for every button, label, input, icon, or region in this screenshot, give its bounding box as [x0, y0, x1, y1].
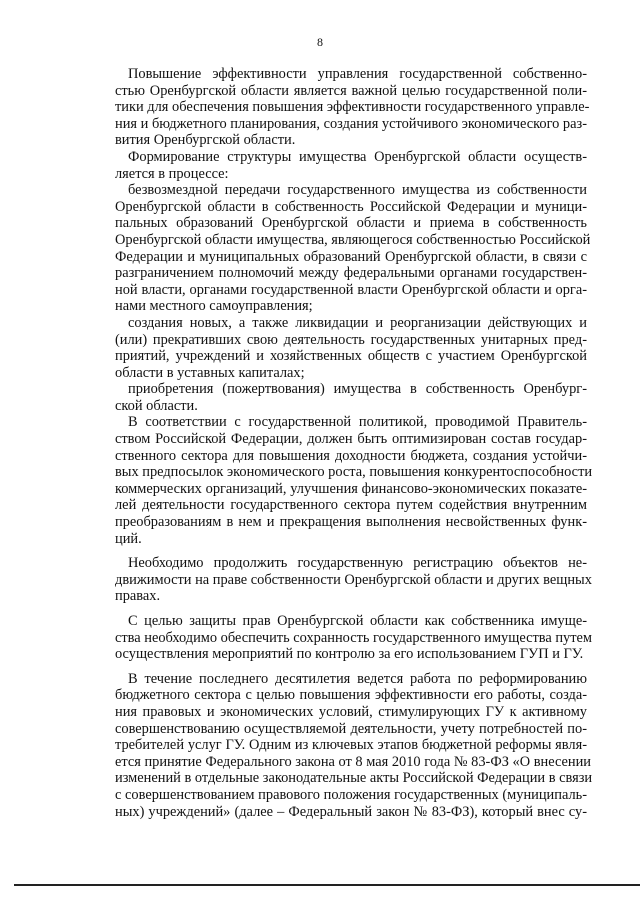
text-line: совершенствованию осуществляемой деятельности, учету потребностей по-	[115, 720, 587, 737]
text-line: Оренбургской области имущества, являющегося собственностью Российской	[115, 231, 591, 248]
text-line: стью Оренбургской области является важной целью государственной поли-	[115, 82, 587, 99]
text-line: бюджетного сектора с целью повышения эффективности его работы, созда-	[115, 687, 587, 704]
paragraph-8	[115, 613, 593, 663]
text-line: ния и бюджетного планирования, создания устойчивого экономического раз-	[115, 115, 587, 132]
text-line: вых предпосылок экономического роста, повышения конкурентоспособности	[115, 464, 593, 481]
paragraph-3	[115, 182, 591, 315]
page-number: 8	[317, 35, 323, 49]
text-line: тики для обеспечения повышения эффективности государственного управле-	[115, 99, 590, 116]
text-line: преобразованиям в нем и прекращения выполнения несвойственных функ-	[115, 514, 587, 531]
text-line: осуществления мероприятий по контролю за его использованием ГУП и ГУ.	[115, 646, 584, 663]
text-line: ния правовых и экономических условий, стимулирующих ГУ к активному	[115, 703, 587, 720]
paragraph-5	[115, 381, 587, 414]
text-line: области в уставных капиталах;	[115, 364, 305, 381]
paragraph-9	[115, 670, 593, 820]
paragraph-4	[115, 315, 587, 381]
text-line: безвозмездной передачи государственного имущества из собственности	[128, 182, 587, 199]
text-line: Федерации и муниципальных образований Оренбургской области, в связи с	[115, 248, 587, 265]
text-line: ляется в процессе:	[115, 165, 229, 182]
text-line: ства необходимо обеспечить сохранность государственного имущества путем	[115, 629, 593, 646]
text-line: пальных образований Оренбургской области и приема в собственность	[115, 215, 587, 232]
paragraph-7	[115, 555, 592, 605]
text-line: Необходимо продолжить государственную регистрацию объектов не-	[128, 555, 587, 572]
text-line: приятий, учреждений и хозяйственных обществ с участием Оренбургской	[115, 348, 587, 365]
text-line: создания новых, а также ликвидации и реорганизации действующих и	[128, 314, 587, 331]
text-line: правах.	[115, 588, 161, 605]
text-line: разграничением полномочий между федеральными органами государствен-	[115, 265, 587, 282]
text-line: В течение последнего десятилетия ведется работа по реформированию	[128, 670, 587, 687]
text-line: ется принятие Федерального закона от 8 мая 2010 года № 83-ФЗ «О внесении	[115, 753, 591, 770]
text-line: Повышение эффективности управления государственной собственно-	[128, 66, 587, 82]
paragraph-2	[115, 149, 587, 182]
text-line: коммерческих организаций, улучшения финансово-экономических показате-	[115, 480, 587, 497]
text-line: движимости на праве собственности Оренбургской области и других вещных	[115, 571, 592, 588]
text-line: приобретения (пожертвования) имущества в собственность Оренбург-	[128, 381, 587, 398]
text-line: ственного сектора для повышения доходности бюджета, создания устойчи-	[115, 447, 587, 464]
text-line: нами местного самоуправления;	[115, 298, 313, 315]
text-line: требителей услуг ГУ. Одним из ключевых этапов бюджетной реформы явля-	[115, 737, 587, 754]
text-line: (или) прекративших свою деятельность государственных унитарных пред-	[115, 331, 587, 348]
text-line: лей деятельности государственного сектора путем содействия внутренним	[115, 497, 587, 514]
text-line: ной власти, органами государственной власти Оренбургской области и орга-	[115, 281, 587, 298]
text-line: ций.	[115, 530, 142, 547]
text-line: вития Оренбургской области.	[115, 132, 296, 149]
paragraph-6	[115, 414, 593, 547]
text-line: Оренбургской области в собственность Российской Федерации и муници-	[115, 198, 587, 215]
document-body	[115, 66, 593, 820]
text-line: ством Российской Федерации, должен быть оптимизирован состав государ-	[115, 431, 587, 448]
text-line: В соответствии с государственной политикой, проводимой Правитель-	[128, 414, 587, 431]
text-line: ных) учреждений» (далее – Федеральный закон № 83-ФЗ), который внес су-	[115, 803, 587, 820]
text-line: ской области.	[115, 397, 198, 414]
page-bottom-rule	[14, 884, 640, 886]
text-line: Формирование структуры имущества Оренбургской области осуществ-	[128, 148, 587, 165]
text-line: изменений в отдельные законодательные акты Российской Федерации в связи	[115, 770, 593, 787]
text-line: С целью защиты прав Оренбургской области как собственника имуще-	[128, 613, 587, 629]
text-line: с совершенствованием правового положения государственных (муниципаль-	[115, 786, 587, 803]
paragraph-1	[115, 66, 590, 149]
